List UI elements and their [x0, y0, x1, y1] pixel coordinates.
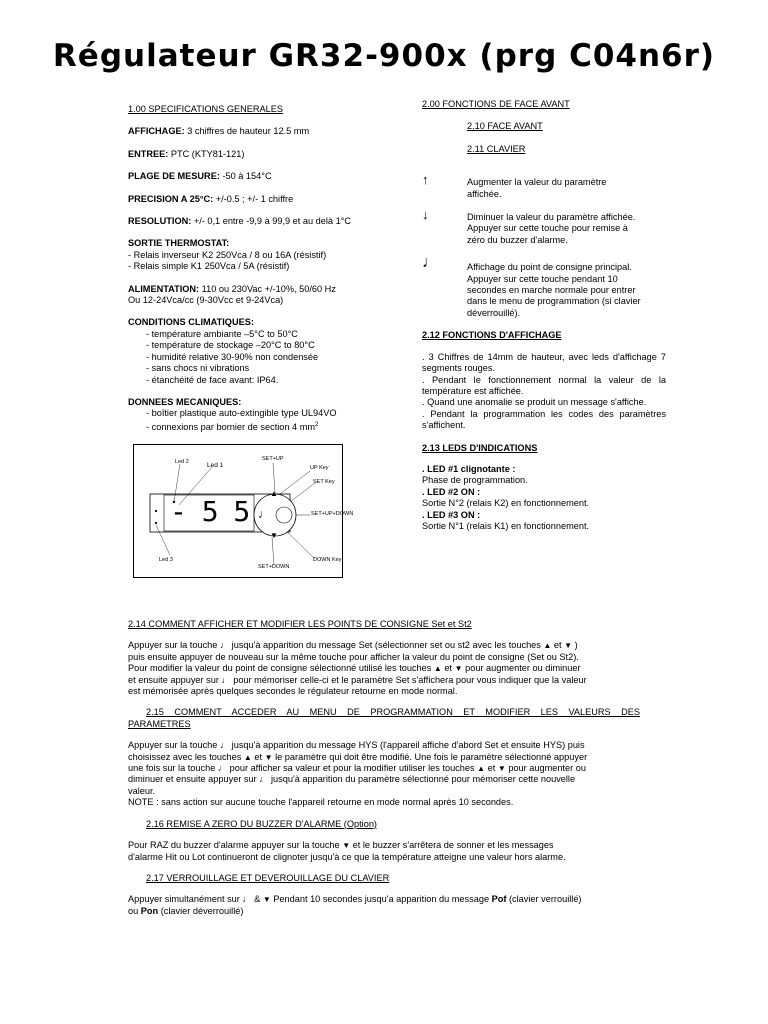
spec-plage: PLAGE DE MESURE: -50 à 154°C	[128, 171, 272, 182]
setupdown-label: SET+UP+DOWN	[311, 511, 354, 517]
spec-precision: PRECISION A 25°C: +/-0.5 ; +/- 1 chiffre	[128, 193, 294, 204]
down-symbol: ▼	[264, 752, 273, 762]
down-arrow-icon: ↓	[422, 207, 429, 223]
set-key-note-icon: ♩	[422, 254, 438, 272]
section-217-body: Appuyer simultanément sur ♩ & ▼ Pendant 10 secondes jusqu'a apparition du message Pof (clavier verrouillé) ou Pon (clavier déverrouillé)	[128, 894, 582, 916]
led3-title: . LED #3 ON :	[422, 509, 481, 520]
section-216-heading: 2.16 REMISE A ZERO DU BUZZER D'ALARME (Option)	[146, 818, 377, 829]
lower-sections	[128, 619, 640, 917]
downkey-label: DOWN Key	[313, 557, 342, 563]
setkey-label: SET Key	[313, 479, 335, 485]
section-217-heading: 2.17 VERROUILLAGE ET DEVEROUILLAGE DU CLAVIER	[146, 872, 390, 883]
up-symbol: ▲	[433, 664, 442, 674]
left-column	[128, 104, 398, 433]
led2-title: . LED #2 ON :	[422, 486, 481, 497]
setdown-label: SET+DOWN	[258, 564, 290, 570]
led1-title: . LED #1 clignotante :	[422, 463, 516, 474]
set-symbol: ♩	[242, 894, 252, 905]
down-symbol: ▼	[497, 764, 506, 774]
set-symbol: ♩	[259, 774, 269, 785]
front-panel-diagram	[133, 444, 354, 578]
set-key-icon[interactable]: ♩	[258, 507, 270, 521]
upkey-label: UP Key	[310, 465, 329, 471]
led1-label: Led 1	[207, 462, 224, 469]
down-key-description: ↓ Diminuer la valeur du paramètre affichée. Appuyer sur cette touche pour remise à zéro du buzzer d'alarme.	[422, 207, 636, 245]
section-216-body: Pour RAZ du buzzer d'alarme appuyer sur la touche ▼ et le buzzer s'arrêtera de sonner et les messages d'alarme Hit ou Lot continueront de clignoter jusqu'à ce que la température atteigne une valeur hors alarme.	[128, 840, 566, 862]
set-key-description: ♩ Affichage du point de consigne principal. Appuyer sur cette touche pendant 10 secondes en marche normale pour entrer dans le menu de programmation (si clavier déverrouillé).	[422, 254, 641, 318]
down-symbol: ▼	[454, 664, 463, 674]
display-readout: - 5 5	[170, 495, 250, 528]
spec-climat: CONDITIONS CLIMATIQUES: - température ambiante –5°C to 50°C - température de stockage –20°C to 80°C - humidité relative 30-90% non condensée - sans chocs ni vibrations - étanchéité de face avant: IP64.	[128, 317, 319, 385]
spec-alimentation: ALIMENTATION: 110 ou 230Vac +/-10%, 50/60 Hz Ou 12-24Vca/cc (9-30Vcc et 9-24Vca)	[128, 283, 336, 306]
section-212-item-1: . 3 Chiffres de 14mm de hauteur, avec leds d'affichage 7 segments rouges.	[422, 351, 666, 374]
set-symbol: ♩	[221, 674, 231, 685]
up-arrow-icon: ↑	[422, 172, 429, 188]
down-symbol: ▼	[564, 641, 573, 651]
subsection-clavier: 2.11 CLAVIER	[467, 143, 526, 154]
up-key-description: ↑ Augmenter la valeur du paramètre affichée.	[422, 172, 607, 199]
up-key-icon[interactable]: ▲	[270, 489, 278, 498]
right-column	[422, 99, 666, 532]
down-symbol: ▼	[262, 895, 271, 905]
section-212-item-3: . Quand une anomalie se produit un message s'affiche.	[422, 397, 647, 408]
spec-sortie: SORTIE THERMOSTAT: - Relais inverseur K2 250Vca / 8 ou 16A (résistif) - Relais simple K1 250Vca / 5A (résistif)	[128, 238, 327, 272]
section-215-heading: 2.15 COMMENT ACCEDER AU MENU DE PROGRAMMATION ET MODIFIER LES VALEURS DES	[146, 707, 640, 718]
set-symbol: ♩	[219, 640, 230, 651]
set-symbol: ♩	[219, 740, 230, 751]
down-key-icon[interactable]: ▼	[270, 531, 278, 540]
section-2-heading: 2.00 FONCTIONS DE FACE AVANT	[422, 99, 570, 109]
spec-entree: ENTREE: PTC (KTY81-121)	[128, 148, 245, 159]
section-214-body: Appuyer sur la touche ♩ jusqu'à apparition du message Set (sélectionner set ou st2 avec les touches ▲ et ▼ ) puis ensuite appuyer de nouveau sur la même touche pour afficher la valeur du point de consigne (Set ou St2). Pour modifier la valeur du point de consigne sélectionné utilisé les touches ▲ et ▼ pour augmenter ou diminuer et ensuite appuyer sur ♩ pour mémoriser celle-ci et le paramètre Set s'affichera pour vous indiquer que la valeur est mémorisée après quelques secondes le régulateur retourne en mode normal.	[128, 640, 587, 697]
set-symbol: ♩	[217, 763, 228, 774]
spec-meca: DONNEES MECANIQUES: - boîtier plastique auto-extingible type UL94VO - connexions par bornier de section 4 $mm^2$	[128, 396, 337, 432]
up-symbol: ▲	[243, 752, 252, 762]
spec-resolution: RESOLUTION: +/- 0,1 entre -9,9 à 99,9 et au delà 1°C	[128, 216, 352, 227]
led2-text: Sortie N°2 (relais K2) en fonctionnement.	[422, 498, 590, 509]
led3-label: Led 3	[159, 557, 173, 563]
led1-text: Phase de programmation.	[422, 475, 528, 486]
section-212-item-2: . Pendant le fonctionnement normal la valeur de la température est affichée.	[422, 374, 666, 396]
up-symbol: ▲	[477, 764, 486, 774]
section-212-item-4: . Pendant la programmation les codes des paramètres s'affichent.	[422, 408, 666, 431]
led2-label: Led 2	[175, 459, 189, 465]
section-212-heading: 2.12 FONCTIONS D'AFFICHAGE	[422, 330, 562, 341]
setup-label: SET+UP	[262, 456, 284, 462]
page-title: Régulateur GR32-900x (prg C04n6r)	[52, 38, 716, 74]
spec-affichage: AFFICHAGE: 3 chiffres de hauteur 12.5 mm	[128, 126, 310, 137]
subsection-face-avant: 2.10 FACE AVANT	[467, 121, 543, 132]
up-symbol: ▲	[543, 641, 552, 651]
section-1-heading: 1.00 SPECIFICATIONS GENERALES	[128, 104, 284, 114]
section-214-heading: 2.14 COMMENT AFFICHER ET MODIFIER LES POINTS DE CONSIGNE Set et St2	[128, 619, 472, 629]
led3-text: Sortie N°1 (relais K1) en fonctionnement.	[422, 520, 590, 531]
down-symbol: ▼	[342, 841, 351, 851]
section-215-heading-2: PARAMETRES	[128, 718, 191, 729]
section-215-body: Appuyer sur la touche ♩ jusqu'à apparition du message HYS (l'appareil affiche d'abord Set et ensuite HYS) puis choisissez avec les touches ▲ et ▼ le paramètre qui doit être modifié. Une fois le paramètre sélectionné appuyer une fois sur la touche ♩ pour afficher sa valeur et pour la modifier utiliser les touches ▲ et ▼ pour augmenter ou diminuer et ensuite appuyer sur ♩ jusqu'à apparition du paramètre sélectionné pour mémoriser cette nouvelle valeur. NOTE : sans action sur aucune touche l'appareil retourne en mode normal après 10 secondes.	[128, 740, 588, 808]
section-213-heading: 2.13 LEDS D'INDICATIONS	[422, 442, 538, 453]
